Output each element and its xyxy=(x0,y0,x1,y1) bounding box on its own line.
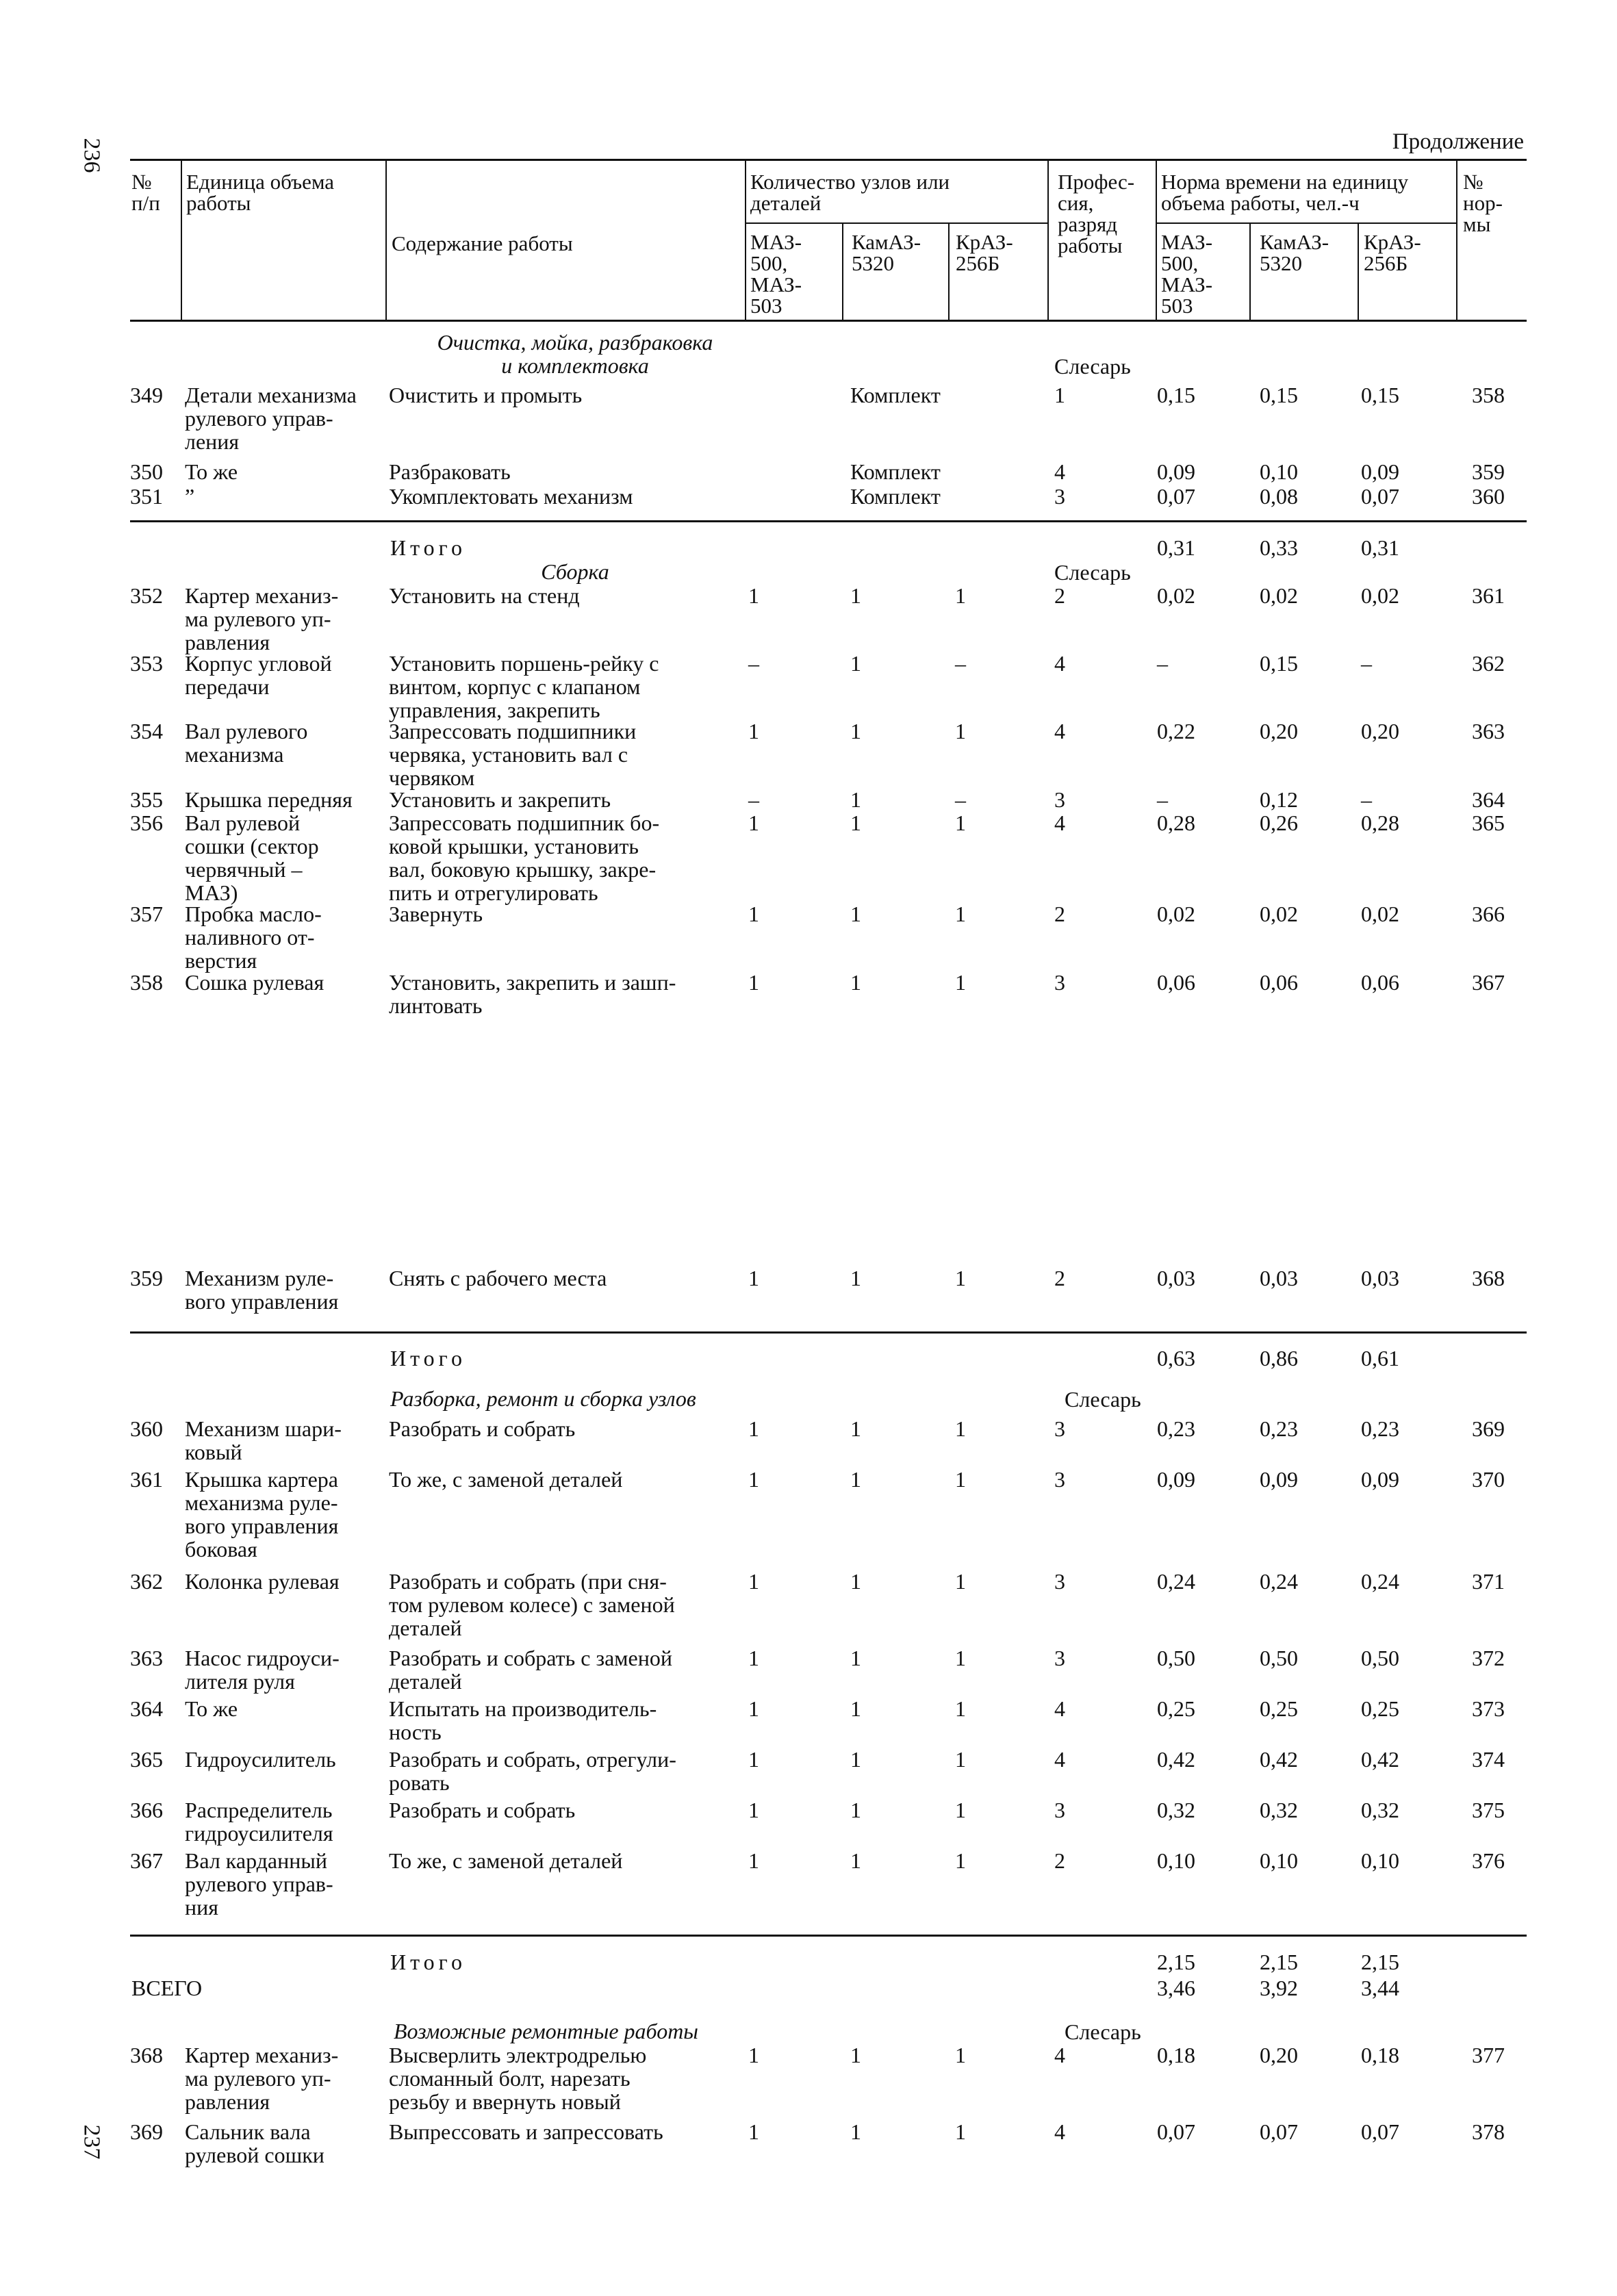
row-unit: Сошка рулевая xyxy=(185,970,324,995)
row-t1: 0,24 xyxy=(1157,1569,1195,1594)
row-t1: 0,25 xyxy=(1157,1696,1195,1721)
subtotal-maz: 0,63 xyxy=(1157,1346,1195,1370)
row-t3: – xyxy=(1361,787,1372,812)
header-prof: Профес- сия, разряд работы xyxy=(1058,170,1135,257)
row-prof: 3 xyxy=(1054,970,1065,995)
header-divider xyxy=(745,160,746,320)
row-t1: 0,07 xyxy=(1157,2119,1195,2144)
header-divider xyxy=(842,222,843,320)
row-t1: 0,02 xyxy=(1157,583,1195,608)
row-qty-kraz: 1 xyxy=(955,1416,966,1441)
row-t1: 0,09 xyxy=(1157,1467,1195,1492)
row-unit: Распределитель гидроусилителя xyxy=(185,1798,333,1846)
row-qty-kamaz: 1 xyxy=(850,970,861,995)
row-num: 361 xyxy=(130,1467,163,1492)
row-t3: 0,42 xyxy=(1361,1747,1399,1772)
row-num: 368 xyxy=(130,2043,163,2067)
row-normno: 367 xyxy=(1472,970,1505,995)
row-t2: 0,09 xyxy=(1260,1467,1298,1492)
row-qty-maz: 1 xyxy=(748,902,759,926)
row-content: Укомплектовать механизм xyxy=(389,484,633,509)
grand-total-label: ВСЕГО xyxy=(131,1976,203,2000)
row-qty-kraz: 1 xyxy=(955,1848,966,1873)
row-t2: 0,02 xyxy=(1260,583,1298,608)
row-qty-maz: – xyxy=(748,651,759,676)
row-t1: 0,06 xyxy=(1157,970,1195,995)
row-content: Испытать на производитель- ность xyxy=(389,1696,657,1744)
row-unit: Крышка картера механизма руле- вого управления боковая xyxy=(185,1467,339,1561)
row-normno: 358 xyxy=(1472,383,1505,407)
row-prof: 3 xyxy=(1054,1798,1065,1822)
row-qty-kamaz: 1 xyxy=(850,1798,861,1822)
row-qty-kamaz: 1 xyxy=(850,1266,861,1290)
row-qty-maz: – xyxy=(748,787,759,812)
row-content: Разобрать и собрать xyxy=(389,1416,576,1441)
row-unit: Колонка рулевая xyxy=(185,1569,340,1594)
row-content: Установить на стенд xyxy=(389,583,580,608)
row-normno: 373 xyxy=(1472,1696,1505,1721)
row-t2: 0,10 xyxy=(1260,1848,1298,1873)
row-num: 367 xyxy=(130,1848,163,1873)
row-prof: 4 xyxy=(1054,811,1065,835)
row-num: 352 xyxy=(130,583,163,608)
row-unit: Вал рулевой сошки (сектор червячный – МАЗ) xyxy=(185,811,319,905)
row-prof: 3 xyxy=(1054,1569,1065,1594)
row-t3: 0,25 xyxy=(1361,1696,1399,1721)
row-prof: 2 xyxy=(1054,902,1065,926)
row-qty-kraz: 1 xyxy=(955,902,966,926)
row-num: 369 xyxy=(130,2119,163,2144)
row-content: То же, с заменой деталей xyxy=(389,1467,623,1492)
subtotal-kraz: 0,61 xyxy=(1361,1346,1399,1370)
row-qty-kraz: 1 xyxy=(955,1798,966,1822)
row-prof: 3 xyxy=(1054,484,1065,509)
row-t1: 0,42 xyxy=(1157,1747,1195,1772)
row-content: Высверлить электродрелью сломанный болт, нарезать резьбу и ввернуть новый xyxy=(389,2043,647,2114)
row-qty-kraz: 1 xyxy=(955,1696,966,1721)
row-qty-kraz: 1 xyxy=(955,811,966,835)
row-unit: Картер механиз- ма рулевого уп- равления xyxy=(185,2043,339,2114)
row-prof: 3 xyxy=(1054,1646,1065,1670)
row-num: 363 xyxy=(130,1646,163,1670)
row-qty-kraz: – xyxy=(955,787,966,812)
row-unit: Механизм шари- ковый xyxy=(185,1416,342,1464)
row-t1: 0,07 xyxy=(1157,484,1195,509)
row-t1: – xyxy=(1157,787,1168,812)
row-t3: – xyxy=(1361,651,1372,676)
row-normno: 368 xyxy=(1472,1266,1505,1290)
row-num: 360 xyxy=(130,1416,163,1441)
row-qty-kamaz: 1 xyxy=(850,2119,861,2144)
grand-total-kraz: 3,44 xyxy=(1361,1976,1399,2000)
row-t2: 0,12 xyxy=(1260,787,1298,812)
row-t2: 0,10 xyxy=(1260,459,1298,484)
row-t3: 0,07 xyxy=(1361,2119,1399,2144)
header-qty: Количество узлов или деталей xyxy=(750,170,950,215)
row-qty-maz: 1 xyxy=(748,1569,759,1594)
row-normno: 369 xyxy=(1472,1416,1505,1441)
row-t2: 0,08 xyxy=(1260,484,1298,509)
row-prof: 4 xyxy=(1054,1696,1065,1721)
section-rule xyxy=(130,1331,1527,1334)
row-qty-maz: 1 xyxy=(748,1467,759,1492)
row-kit: Комплект xyxy=(850,459,941,484)
section-title: Очистка, мойка, разбраковка и комплектовка xyxy=(437,330,713,378)
row-num: 349 xyxy=(130,383,163,407)
row-normno: 370 xyxy=(1472,1467,1505,1492)
row-t2: 0,24 xyxy=(1260,1569,1298,1594)
row-content: Установить поршень-рейку с винтом, корпус с клапаном управления, закрепить xyxy=(389,651,659,722)
row-qty-kamaz: 1 xyxy=(850,1569,861,1594)
row-content: Очистить и промыть xyxy=(389,383,583,407)
row-normno: 378 xyxy=(1472,2119,1505,2144)
row-t1: 0,15 xyxy=(1157,383,1195,407)
header-unit: Единица объема работы xyxy=(186,170,335,215)
row-num: 355 xyxy=(130,787,163,812)
header-divider xyxy=(1358,222,1359,320)
header-bottom-rule xyxy=(130,320,1527,322)
row-qty-maz: 1 xyxy=(748,1646,759,1670)
row-content: Снять с рабочего места xyxy=(389,1266,607,1290)
row-normno: 361 xyxy=(1472,583,1505,608)
row-t2: 0,15 xyxy=(1260,383,1298,407)
subtotal-kraz: 0,31 xyxy=(1361,535,1399,560)
row-unit: ” xyxy=(185,484,195,509)
grand-total-maz: 3,46 xyxy=(1157,1976,1195,2000)
row-num: 359 xyxy=(130,1266,163,1290)
row-t1: 0,18 xyxy=(1157,2043,1195,2067)
row-num: 353 xyxy=(130,651,163,676)
header-divider xyxy=(1156,160,1157,320)
row-t2: 0,23 xyxy=(1260,1416,1298,1441)
header-normno: № нор- мы xyxy=(1463,170,1503,236)
header-norm-maz: МАЗ- 500, МАЗ- 503 xyxy=(1161,230,1213,318)
page-number-top: 236 xyxy=(79,138,105,173)
header-divider xyxy=(1456,160,1457,320)
row-num: 366 xyxy=(130,1798,163,1822)
header-top-rule xyxy=(130,159,1527,161)
row-qty-maz: 1 xyxy=(748,1266,759,1290)
row-t3: 0,02 xyxy=(1361,583,1399,608)
subtotal-kamaz: 0,33 xyxy=(1260,535,1298,560)
row-t2: 0,07 xyxy=(1260,2119,1298,2144)
row-qty-kamaz: 1 xyxy=(850,1696,861,1721)
row-normno: 376 xyxy=(1472,1848,1505,1873)
row-num: 354 xyxy=(130,719,163,743)
row-qty-kraz: 1 xyxy=(955,1266,966,1290)
header-divider xyxy=(385,160,387,320)
row-t1: 0,50 xyxy=(1157,1646,1195,1670)
row-content: Разбраковать xyxy=(389,459,511,484)
row-prof: 1 xyxy=(1054,383,1065,407)
row-unit: Вал карданный рулевого управ- ния xyxy=(185,1848,333,1919)
row-qty-kamaz: 1 xyxy=(850,1747,861,1772)
row-qty-maz: 1 xyxy=(748,2119,759,2144)
row-t1: 0,10 xyxy=(1157,1848,1195,1873)
row-qty-maz: 1 xyxy=(748,811,759,835)
row-prof: 2 xyxy=(1054,1266,1065,1290)
row-t1: 0,23 xyxy=(1157,1416,1195,1441)
row-t2: 0,15 xyxy=(1260,651,1298,676)
row-qty-kraz: 1 xyxy=(955,2043,966,2067)
row-qty-kamaz: 1 xyxy=(850,1467,861,1492)
header-subrule xyxy=(1156,222,1456,224)
row-t3: 0,03 xyxy=(1361,1266,1399,1290)
row-t3: 0,50 xyxy=(1361,1646,1399,1670)
row-num: 365 xyxy=(130,1747,163,1772)
row-num: 358 xyxy=(130,970,163,995)
row-t2: 0,20 xyxy=(1260,2043,1298,2067)
header-qty-kamaz: КамАЗ- 5320 xyxy=(852,230,921,275)
row-num: 362 xyxy=(130,1569,163,1594)
row-t3: 0,10 xyxy=(1361,1848,1399,1873)
row-num: 350 xyxy=(130,459,163,484)
row-content: Запрессовать подшипники червяка, установить вал с червяком xyxy=(389,719,637,790)
row-unit: Механизм руле- вого управления xyxy=(185,1266,339,1314)
row-num: 357 xyxy=(130,902,163,926)
row-num: 356 xyxy=(130,811,163,835)
page-number-bottom: 237 xyxy=(79,2124,105,2160)
row-content: Установить, закрепить и зашп- линтовать xyxy=(389,970,676,1018)
row-prof: 3 xyxy=(1054,787,1065,812)
row-normno: 366 xyxy=(1472,902,1505,926)
section-title: Разборка, ремонт и сборка узлов xyxy=(390,1386,696,1411)
row-prof: 3 xyxy=(1054,1467,1065,1492)
row-unit: Насос гидроуси- лителя руля xyxy=(185,1646,340,1694)
row-qty-maz: 1 xyxy=(748,970,759,995)
row-unit: Сальник вала рулевой сошки xyxy=(185,2119,324,2167)
row-unit: Вал рулевого механизма xyxy=(185,719,308,767)
row-qty-maz: 1 xyxy=(748,719,759,743)
row-t1: 0,22 xyxy=(1157,719,1195,743)
row-prof: 4 xyxy=(1054,2043,1065,2067)
row-qty-kamaz: 1 xyxy=(850,1848,861,1873)
row-normno: 365 xyxy=(1472,811,1505,835)
row-unit: Корпус угловой передачи xyxy=(185,651,332,699)
row-num: 364 xyxy=(130,1696,163,1721)
row-t2: 0,26 xyxy=(1260,811,1298,835)
row-t2: 0,06 xyxy=(1260,970,1298,995)
row-normno: 375 xyxy=(1472,1798,1505,1822)
row-qty-maz: 1 xyxy=(748,583,759,608)
header-norm-kamaz: КамАЗ- 5320 xyxy=(1260,230,1329,275)
row-normno: 374 xyxy=(1472,1747,1505,1772)
section-prof: Слесарь xyxy=(1065,1387,1141,1412)
row-t3: 0,15 xyxy=(1361,383,1399,407)
section-title: Сборка xyxy=(541,559,609,584)
row-t3: 0,09 xyxy=(1361,1467,1399,1492)
row-t3: 0,24 xyxy=(1361,1569,1399,1594)
row-qty-kamaz: 1 xyxy=(850,583,861,608)
row-qty-maz: 1 xyxy=(748,1798,759,1822)
row-unit: Картер механиз- ма рулевого уп- равления xyxy=(185,583,339,654)
header-content: Содержание работы xyxy=(392,231,573,255)
grand-total-kamaz: 3,92 xyxy=(1260,1976,1298,2000)
header-norm-kraz: КрАЗ- 256Б xyxy=(1364,230,1421,275)
row-qty-kamaz: 1 xyxy=(850,902,861,926)
header-num: № п/п xyxy=(131,170,160,215)
row-content: Разобрать и собрать (при сня- том рулевом колесе) с заменой деталей xyxy=(389,1569,675,1640)
row-content: Запрессовать подшипник бо- ковой крышки, установить вал, боковую крышку, закре- пить и отрегулировать xyxy=(389,811,660,905)
continuation-label: Продолжение xyxy=(1392,129,1524,154)
row-t1: 0,02 xyxy=(1157,902,1195,926)
row-normno: 377 xyxy=(1472,2043,1505,2067)
row-t2: 0,02 xyxy=(1260,902,1298,926)
subtotal-maz: 2,15 xyxy=(1157,1950,1195,1974)
row-qty-kraz: 1 xyxy=(955,1747,966,1772)
row-t3: 0,28 xyxy=(1361,811,1399,835)
row-t3: 0,20 xyxy=(1361,719,1399,743)
section-prof: Слесарь xyxy=(1054,560,1131,585)
row-qty-kraz: 1 xyxy=(955,719,966,743)
row-t3: 0,09 xyxy=(1361,459,1399,484)
row-content: Завернуть xyxy=(389,902,483,926)
row-t2: 0,25 xyxy=(1260,1696,1298,1721)
row-t1: 0,28 xyxy=(1157,811,1195,835)
row-prof: 4 xyxy=(1054,719,1065,743)
header-qty-kraz: КрАЗ- 256Б xyxy=(956,230,1013,275)
header-divider xyxy=(948,222,950,320)
row-qty-maz: 1 xyxy=(748,1747,759,1772)
row-normno: 364 xyxy=(1472,787,1505,812)
row-normno: 372 xyxy=(1472,1646,1505,1670)
row-qty-kamaz: 1 xyxy=(850,651,861,676)
row-qty-kraz: – xyxy=(955,651,966,676)
header-divider xyxy=(181,160,182,320)
row-normno: 371 xyxy=(1472,1569,1505,1594)
row-normno: 359 xyxy=(1472,459,1505,484)
row-unit: Гидроусилитель xyxy=(185,1747,336,1772)
row-prof: 2 xyxy=(1054,583,1065,608)
section-rule xyxy=(130,520,1527,522)
row-qty-maz: 1 xyxy=(748,2043,759,2067)
row-normno: 363 xyxy=(1472,719,1505,743)
subtotal-label: Итого xyxy=(390,1346,466,1370)
row-prof: 4 xyxy=(1054,459,1065,484)
row-qty-kamaz: 1 xyxy=(850,1416,861,1441)
row-t2: 0,50 xyxy=(1260,1646,1298,1670)
subtotal-label: Итого xyxy=(390,535,466,560)
row-prof: 4 xyxy=(1054,1747,1065,1772)
row-qty-kraz: 1 xyxy=(955,1569,966,1594)
row-qty-kamaz: 1 xyxy=(850,787,861,812)
row-prof: 4 xyxy=(1054,2119,1065,2144)
section-prof: Слесарь xyxy=(1054,354,1131,379)
row-t2: 0,03 xyxy=(1260,1266,1298,1290)
row-t1: 0,03 xyxy=(1157,1266,1195,1290)
row-qty-kraz: 1 xyxy=(955,1467,966,1492)
header-divider xyxy=(1249,222,1251,320)
section-rule xyxy=(130,1935,1527,1937)
subtotal-kraz: 2,15 xyxy=(1361,1950,1399,1974)
row-prof: 3 xyxy=(1054,1416,1065,1441)
row-num: 351 xyxy=(130,484,163,509)
row-t1: 0,09 xyxy=(1157,459,1195,484)
row-prof: 2 xyxy=(1054,1848,1065,1873)
row-content: Разобрать и собрать xyxy=(389,1798,576,1822)
header-divider xyxy=(1047,160,1049,320)
row-t3: 0,02 xyxy=(1361,902,1399,926)
row-qty-kraz: 1 xyxy=(955,1646,966,1670)
row-qty-maz: 1 xyxy=(748,1848,759,1873)
row-kit: Комплект xyxy=(850,484,941,509)
header-subrule xyxy=(745,222,1047,224)
row-t1: – xyxy=(1157,651,1168,676)
row-unit: Пробка масло- наливного от- верстия xyxy=(185,902,322,973)
row-kit: Комплект xyxy=(850,383,941,407)
row-t3: 0,18 xyxy=(1361,2043,1399,2067)
row-qty-kamaz: 1 xyxy=(850,719,861,743)
row-qty-kraz: 1 xyxy=(955,970,966,995)
header-norm: Норма времени на единицу объема работы, чел.-ч xyxy=(1161,170,1409,215)
row-content: Разобрать и собрать с заменой деталей xyxy=(389,1646,672,1694)
subtotal-label: Итого xyxy=(390,1950,466,1974)
row-normno: 362 xyxy=(1472,651,1505,676)
subtotal-kamaz: 0,86 xyxy=(1260,1346,1298,1370)
row-qty-kamaz: 1 xyxy=(850,811,861,835)
row-qty-kamaz: 1 xyxy=(850,1646,861,1670)
row-t2: 0,32 xyxy=(1260,1798,1298,1822)
row-content: То же, с заменой деталей xyxy=(389,1848,623,1873)
row-t2: 0,20 xyxy=(1260,719,1298,743)
row-qty-kraz: 1 xyxy=(955,583,966,608)
row-content: Установить и закрепить xyxy=(389,787,611,812)
row-qty-maz: 1 xyxy=(748,1696,759,1721)
row-unit: Крышка передняя xyxy=(185,787,353,812)
row-t1: 0,32 xyxy=(1157,1798,1195,1822)
header-qty-maz: МАЗ- 500, МАЗ- 503 xyxy=(750,230,802,318)
row-t2: 0,42 xyxy=(1260,1747,1298,1772)
section-prof: Слесарь xyxy=(1065,2019,1141,2044)
row-t3: 0,06 xyxy=(1361,970,1399,995)
row-content: Разобрать и собрать, отрегули- ровать xyxy=(389,1747,676,1795)
row-prof: 4 xyxy=(1054,651,1065,676)
row-qty-kraz: 1 xyxy=(955,2119,966,2144)
section-title: Возможные ремонтные работы xyxy=(394,2019,698,2043)
row-t3: 0,32 xyxy=(1361,1798,1399,1822)
row-unit: То же xyxy=(185,1696,238,1721)
row-unit: То же xyxy=(185,459,238,484)
subtotal-kamaz: 2,15 xyxy=(1260,1950,1298,1974)
row-t3: 0,07 xyxy=(1361,484,1399,509)
subtotal-maz: 0,31 xyxy=(1157,535,1195,560)
row-normno: 360 xyxy=(1472,484,1505,509)
row-content: Выпрессовать и запрессовать xyxy=(389,2119,663,2144)
row-qty-kamaz: 1 xyxy=(850,2043,861,2067)
row-unit: Детали механизма рулевого управ- ления xyxy=(185,383,357,454)
row-t3: 0,23 xyxy=(1361,1416,1399,1441)
row-qty-maz: 1 xyxy=(748,1416,759,1441)
